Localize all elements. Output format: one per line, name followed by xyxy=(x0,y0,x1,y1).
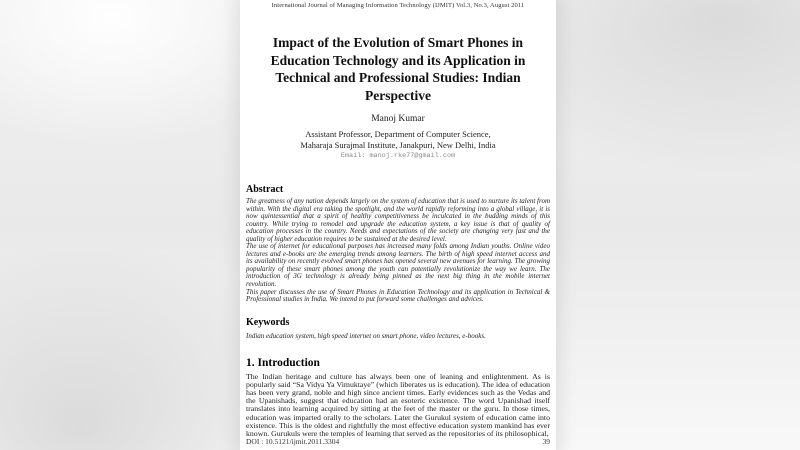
abstract-paragraph: The greatness of any nation depends largely on the system of education that is used to nurture its talent from within. With the digital era taking the spotlight, and the world rapidly reforming into a global village, it is now quintessential that a spirit of healthy competitiveness be inculcated in the budding minds of this country. While trying to remodel and upgrade the education system, a key issue is that of quality of education processes in the country. Needs and expectations of the society are changing very fast and the quality of higher education requires to be sustained at the desired level. xyxy=(246,197,550,243)
abstract-heading: Abstract xyxy=(246,184,284,195)
abstract-paragraph: The use of internet for educational purposes has increased many folds among Indian youths. Online video lectures and e-books are the emerging trends among learners. The birth of high speed internet access and its availability on recently evolved smart phones has opened several new avenues for learning. The growing popularity of these smart phones among the youth can potentially revolutionize the way we learn. The introduction of 3G technology is already being pinned as the next big thing in the mobile internet revolution. xyxy=(246,242,550,289)
page-number: 39 xyxy=(542,437,550,446)
author-name: Manoj Kumar xyxy=(371,114,425,124)
author-email: Email: manoj.rke77@gmail.com xyxy=(340,152,456,160)
abstract-paragraph: This paper discusses the use of Smart Phones in Education Technology and its application in Technical & Professional studies in India. We intend to put forward some challenges and advices. xyxy=(246,287,550,304)
introduction-body: The Indian heritage and culture has always been one of leaning and enlightenment. As is popularly said “Sa Vidya Ya Vimuktaye” (which liberates us is education). The idea of education has been very grand, noble and high since ancient times. Early evidences such as the Vedas and the Upanishads, suggest that education had an esoteric existence. The word Upanishad itself translates into learning acquired by sitting at the feet of the master or the guru. In those times, education was imparted orally to the scholars. Later the Gurukul system of education came into existence. This is the oldest and rightfully the most effective education system mankind has ever known. Gurukuls were the temples of learning that served as the repositories of its philosophical, xyxy=(246,371,550,439)
abstract-body xyxy=(246,198,550,304)
introduction-heading: 1. Introduction xyxy=(246,356,320,369)
paper-page xyxy=(240,0,556,450)
journal-header: International Journal of Managing Information Technology (IJMIT) Vol.3, No.3, August 2011 xyxy=(271,2,525,9)
affiliation-line-2: Maharaja Surajmal Institute, Janakpuri, New Delhi, India xyxy=(300,139,496,150)
doi-text: DOI : 10.5121/ijmit.2011.3304 xyxy=(246,437,340,446)
keywords-heading: Keywords xyxy=(246,316,290,328)
keywords-text: Indian education system, high speed internet on smart phone, video lectures, e-books. xyxy=(246,331,486,340)
affiliation-line-1: Assistant Professor, Department of Computer Science, xyxy=(305,129,491,139)
paper-title: Impact of the Evolution of Smart Phones in Education Technology and its Application in Technical and Professional Studies: Indian Perspective xyxy=(270,35,526,103)
page-footer xyxy=(246,437,550,446)
author-affiliation xyxy=(246,129,550,150)
